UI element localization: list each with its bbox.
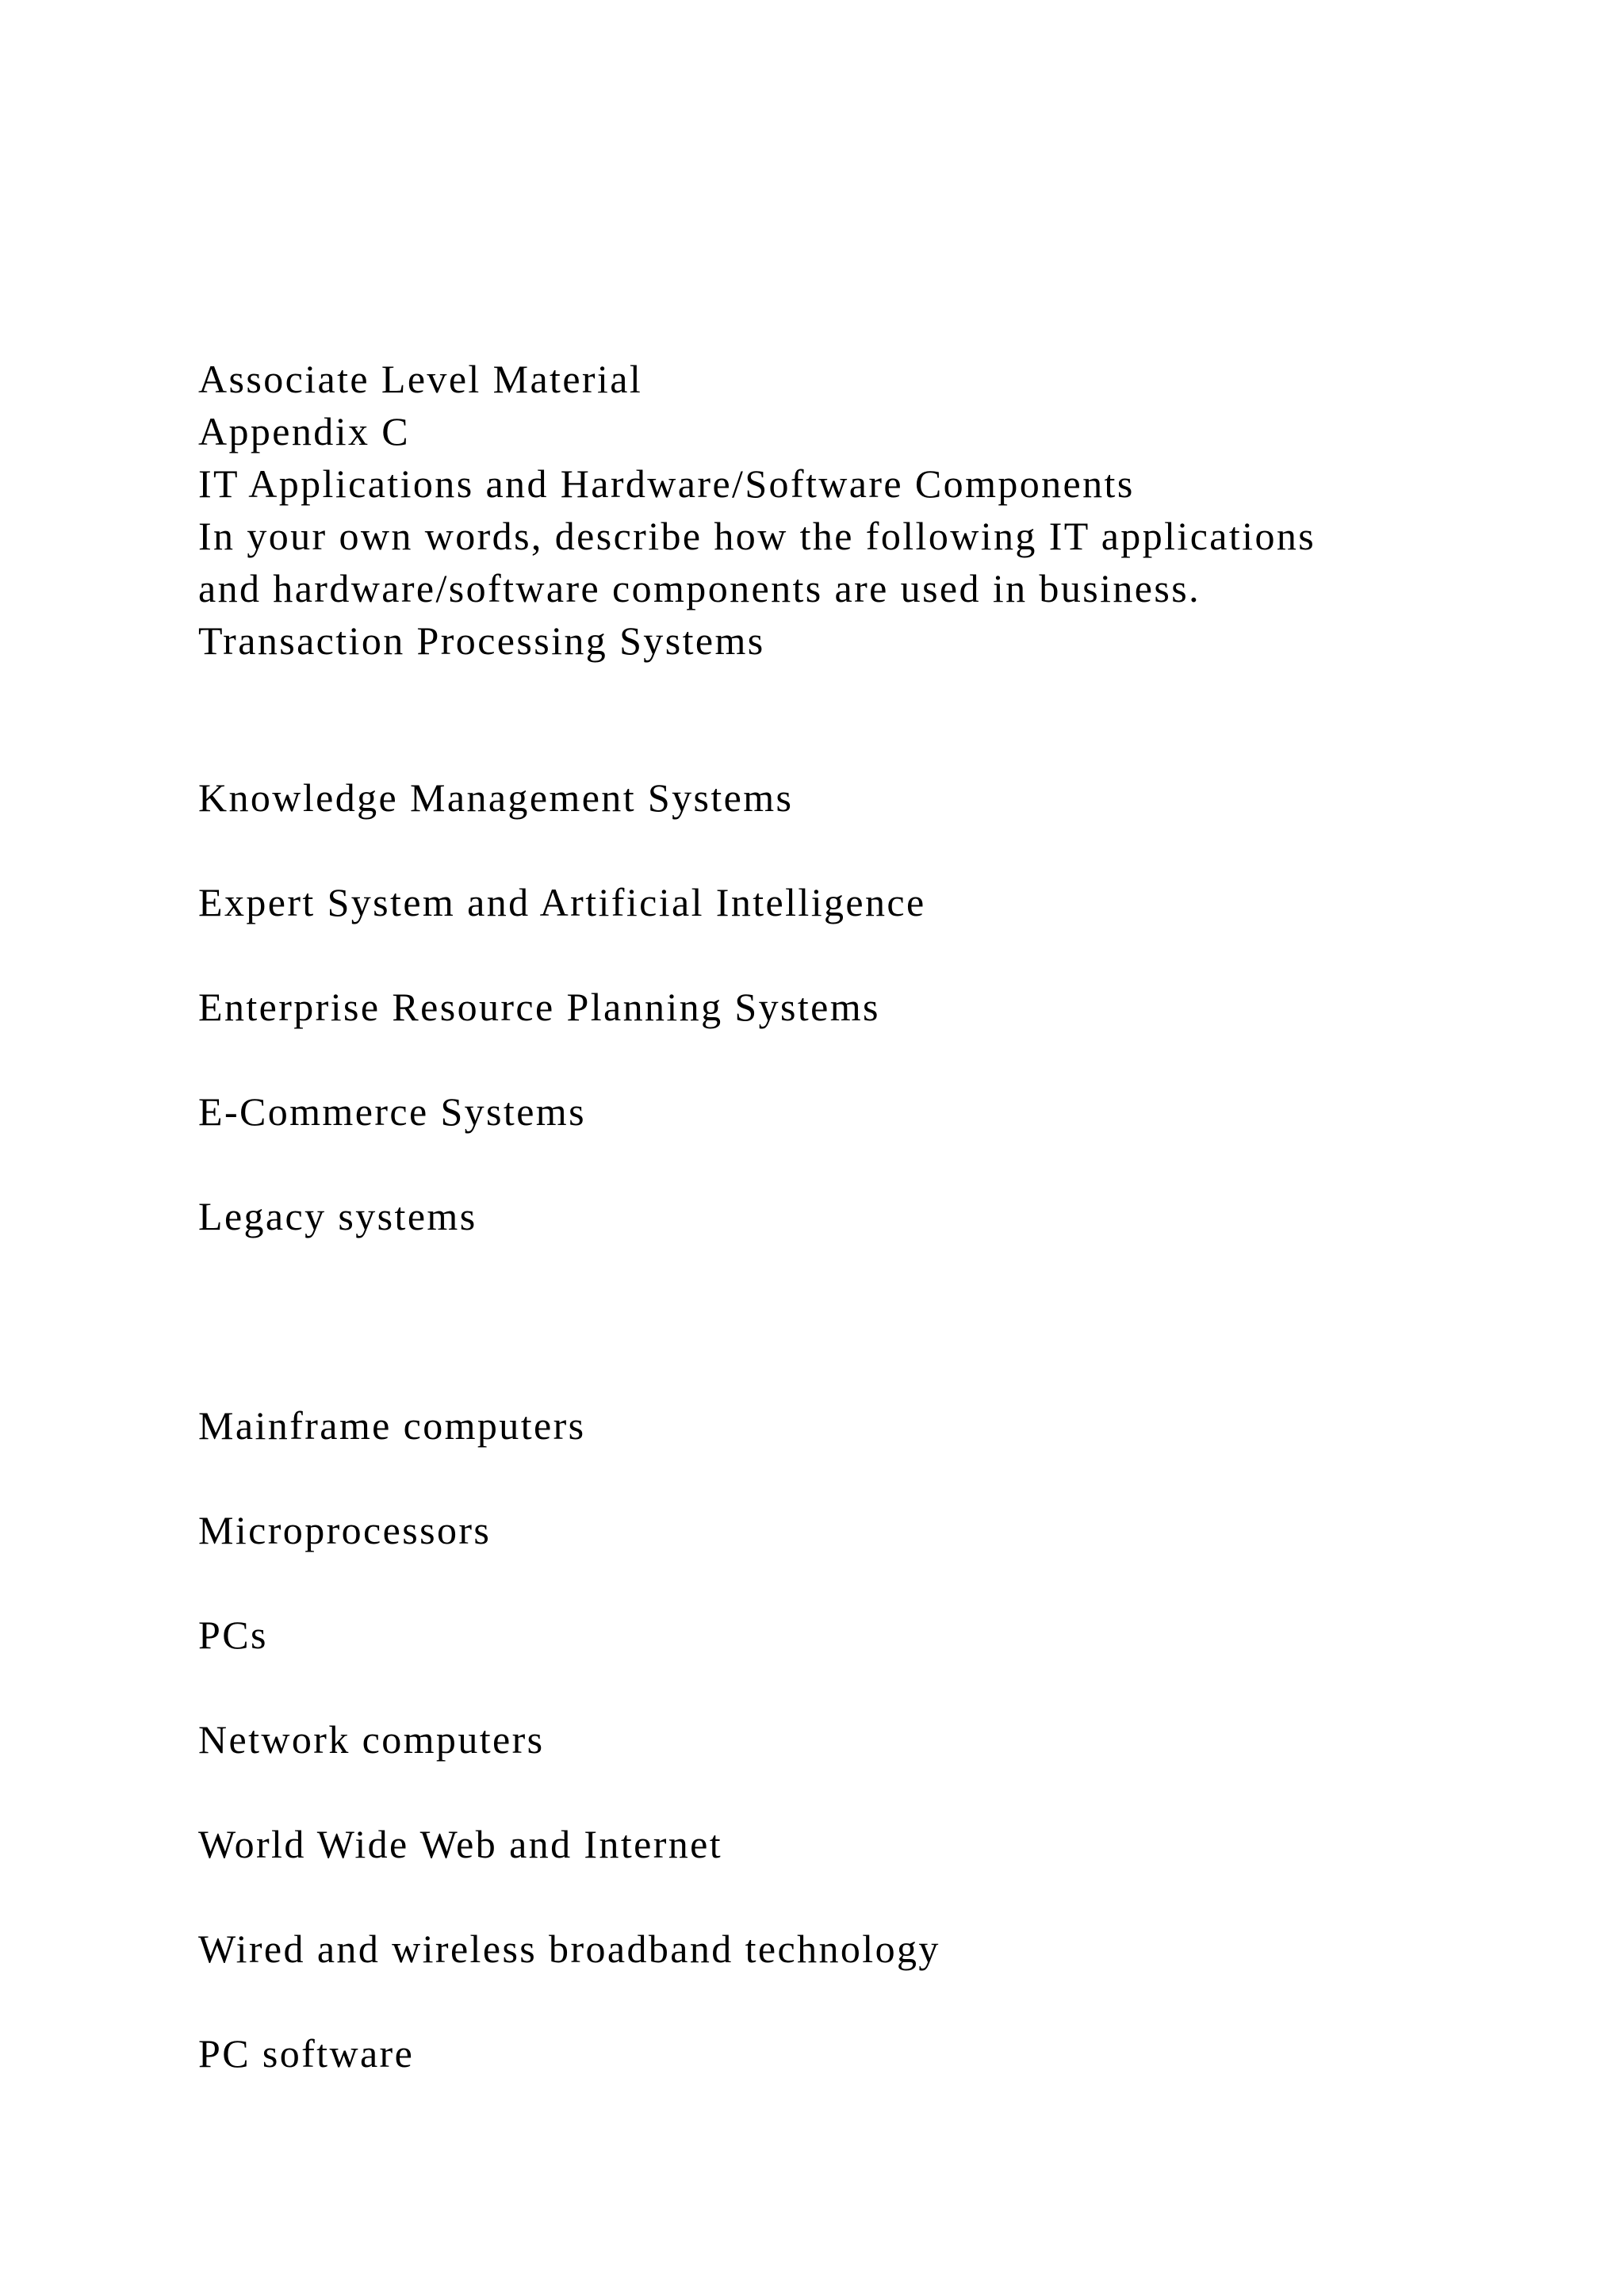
list-item: Knowledge Management Systems <box>198 775 794 820</box>
appendix-label: Appendix C <box>198 409 411 453</box>
list-item: Microprocessors <box>198 1508 492 1552</box>
list-item: World Wide Web and Internet <box>198 1822 723 1866</box>
document-title: IT Applications and Hardware/Software Components <box>198 461 1135 506</box>
list-item: Network computers <box>198 1717 545 1762</box>
list-item: Enterprise Resource Planning Systems <box>198 985 880 1029</box>
list-item: PC software <box>198 2031 415 2076</box>
list-item: Mainframe computers <box>198 1403 586 1448</box>
instructions-line-2: and hardware/software components are used in business. <box>198 566 1201 610</box>
list-item: Wired and wireless broadband technology <box>198 1927 940 1971</box>
list-item: Expert System and Artificial Intelligence <box>198 880 926 924</box>
list-item: Legacy systems <box>198 1194 477 1238</box>
list-item: Transaction Processing Systems <box>198 618 765 663</box>
list-item: PCs <box>198 1613 268 1657</box>
instructions-line-1: In your own words, describe how the following IT applications <box>198 514 1316 558</box>
document-label: Associate Level Material <box>198 357 643 401</box>
list-item: E-Commerce Systems <box>198 1089 586 1134</box>
